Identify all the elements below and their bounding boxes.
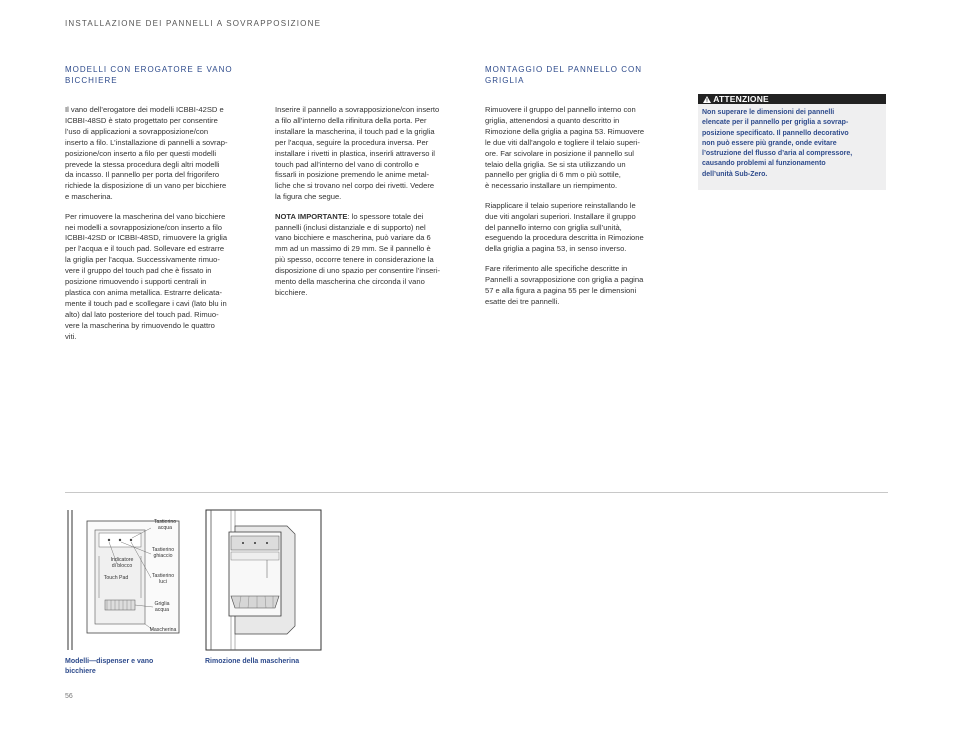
running-header: INSTALLAZIONE DEI PANNELLI A SOVRAPPOSIZIONE — [65, 19, 322, 28]
warning-box — [698, 94, 886, 190]
paragraph: Per rimuovere la mascherina del vano bicchiere nei modelli a sovrapposizione/con inserto a filo ICBBI-42SD or ICBBI-48SD, rimuovere la griglia per l’acqua e il touch pad. Sollevare ed estrarre la griglia per l’acqua. Successivamente rimuo- vere il gruppo del touch pad che è fissato in posizione rimuovendo i supporti centrali in plastica con anima metallica. Estrarre delicata- mente il touch pad e scollegare i cavi (lato blu in alto) dal lato posteriore del touch pad. Rimuo- vere la mascherina by rimuovendo le quattro viti. — [65, 211, 228, 341]
label-mascherina: Mascherina — [149, 627, 177, 633]
label-indicatore-blocco: Indicatore di blocco — [110, 557, 134, 569]
warning-triangle-icon — [703, 96, 711, 103]
text-column-1 — [65, 105, 265, 351]
paragraph: Riapplicare il telaio superiore reinstallando le due viti angolari superiori. Installare il gruppo del pannello interno con griglia sull’unità, eseguendo la procedura descritta in Rimozione della griglia a pagina 53, in senso inverso. — [485, 200, 644, 254]
trim-removal-illustration — [205, 508, 323, 652]
trim-removal-figure — [205, 508, 323, 652]
dispenser-figure — [65, 508, 183, 652]
paragraph: Rimuovere il gruppo del pannello interno con griglia, attenendosi a quanto descritto in Rimozione della griglia a pagina 53. Rimuovere le due viti dall’angolo e togliere il telaio superi- ore. Far scivolare in posizione il pannello sul telaio della griglia. Se si sta utilizzando un pannello per griglia di 6 mm o più sottile, è necessario installare un riempimento. — [485, 105, 645, 191]
page-number: 56 — [65, 693, 73, 700]
section-heading-grille: MONTAGGIO DEL PANNELLO CON GRIGLIA — [485, 65, 642, 85]
figure-caption-trim-removal: Rimozione della mascherina — [205, 658, 300, 665]
paragraph: Il vano dell’erogatore dei modelli ICBBI-42SD e ICBBI-48SD è stato progettato per consentire l’uso di applicazioni a sovrapposizione/con inserto a filo. L’installazione di pannelli a sovrap- posizione/con inserto a filo per questi modelli prevede la stessa procedura degli altri modelli da incasso. Il pannello per porta del frigorifero richiede la disposizione di un vano per bicchiere e mascherina. — [65, 105, 228, 202]
label-tastierino-acqua: Tastierino acqua — [153, 519, 177, 531]
label-griglia-acqua: Griglia acqua — [154, 601, 170, 613]
section-divider — [65, 492, 888, 493]
important-note — [275, 212, 475, 299]
note-text: : lo spessore totale dei pannelli (inclusi distanziale e di supporto) nel vano bicchiere e mascherina, può variare da 6 mm ad un massimo di 29 mm. Se il pannello è più spesso, occorre tenere in considerazione la disposizione di uno spazio per consentire l’inseri- mento della mascherina che circonda il vano bicchiere. — [275, 211, 441, 297]
paragraph: Inserire il pannello a sovrapposizione/con inserto a filo all’interno della rifinitura della porta. Per installare la mascherina, il touch pad e la griglia per l’acqua, seguire la procedura inversa. Per installare i rivetti in plastica, inserirli attraverso il touch pad all’interno del vano di controllo e fissarli in posizione premendo le anime metal- liche che si trovano nel corpo dei rivetti. Vedere la figura che segue. — [275, 105, 440, 202]
paragraph: Fare riferimento alle specifiche descritte in Pannelli a sovrapposizione con griglia a pagina 57 e alla figura a pagina 55 per le dimensioni esatte dei tre pannelli. — [485, 263, 644, 306]
text-column-2 — [275, 105, 475, 307]
figure-caption-dispenser: Modelli—dispenser e vano bicchiere — [65, 658, 154, 675]
warning-title: ATTENZIONE — [713, 94, 769, 104]
warning-text: Non superare le dimensioni dei pannelli elencate per il pannello per griglia a sovrap- posizione specificato. Il pannello decorativo non può essere più grande, onde evitare l’ostruzione del flusso d’aria al compressore, causando problemi al funzionamento dell’unità Sub-Zero. — [702, 109, 853, 178]
label-tastierino-luci: Tastierino luci — [151, 573, 175, 585]
label-touch-pad: Touch Pad — [103, 575, 129, 581]
note-label: NOTA IMPORTANTE — [275, 211, 348, 221]
label-tastierino-ghiaccio: Tastierino ghiaccio — [151, 547, 175, 559]
warning-title-bar — [698, 94, 886, 104]
text-column-3 — [485, 105, 685, 316]
section-heading-dispenser: MODELLI CON EROGATORE E VANO BICCHIERE — [65, 65, 233, 85]
